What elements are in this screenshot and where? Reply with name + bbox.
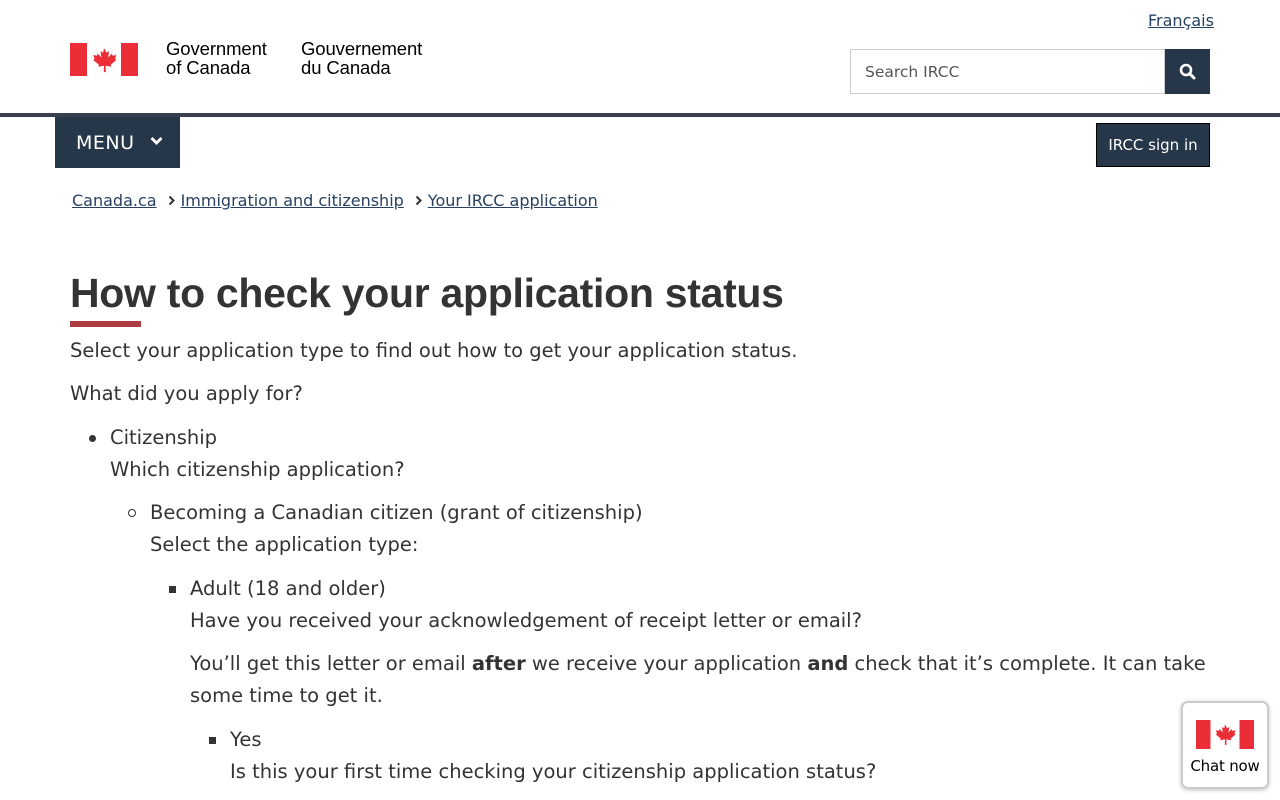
breadcrumb-link-canada-ca[interactable]: Canada.ca [72, 191, 157, 210]
search-button[interactable] [1165, 49, 1210, 94]
application-type-sublist [190, 573, 1220, 783]
language-toggle-link[interactable]: Français [1148, 11, 1214, 30]
search-input[interactable] [851, 50, 1164, 93]
main-content [70, 335, 1220, 783]
question-text: Select the application type: [150, 533, 419, 556]
application-type-list [110, 422, 1220, 783]
canada-flag-icon [1196, 720, 1254, 749]
citizenship-application-list [150, 497, 1220, 783]
option-label: Adult (18 and older) [190, 577, 386, 600]
canada-flag-logo[interactable] [70, 43, 138, 76]
intro-text: Select your application type to find out how to get your application status. [70, 339, 798, 362]
header-divider [0, 113, 1280, 117]
chevron-down-icon [150, 136, 163, 146]
note-part: You’ll get this letter or email [190, 652, 472, 675]
breadcrumb [72, 191, 598, 210]
question-text: Have you received your acknowledgement of receipt letter or email? [190, 609, 862, 632]
menu-button[interactable] [55, 117, 180, 168]
chat-now-button[interactable] [1181, 701, 1269, 789]
option-label: Becoming a Canadian citizen (grant of citizenship) [150, 501, 643, 524]
wordmark-french [301, 40, 422, 77]
search-box [850, 49, 1165, 94]
note-part: check that it’s complete. It can take some time to get it. [190, 652, 1206, 707]
ircc-sign-in-button[interactable]: IRCC sign in [1096, 123, 1210, 167]
chevron-right-icon [415, 191, 422, 210]
note-text [190, 648, 1220, 712]
menu-label: MENU [76, 131, 135, 154]
list-item-grant-of-citizenship [150, 497, 1220, 783]
chevron-right-icon [168, 191, 175, 210]
note-emphasis: after [471, 652, 526, 675]
option-label: Citizenship [110, 426, 218, 449]
wordmark-line: of Canada [166, 56, 251, 78]
wordmark-line: Government [166, 38, 267, 59]
list-item-adult [190, 573, 1220, 783]
wordmark-english [166, 40, 267, 77]
breadcrumb-link-ircc-application[interactable]: Your IRCC application [427, 191, 598, 210]
received-letter-list [230, 724, 1220, 788]
chat-now-label: Chat now [1190, 757, 1260, 775]
wordmark-line: Gouvernement [301, 38, 423, 59]
list-item-yes [230, 724, 1220, 788]
note-part: we receive your application [525, 652, 808, 675]
note-emphasis: and [807, 652, 849, 675]
page-title: How to check your application status [70, 270, 784, 316]
option-label: Yes [230, 728, 262, 751]
search-icon [1179, 63, 1196, 80]
question-text: Is this your first time checking your citizenship application status? [230, 760, 877, 783]
title-underline [70, 321, 141, 327]
breadcrumb-link-immigration[interactable]: Immigration and citizenship [180, 191, 404, 210]
wordmark-line: du Canada [301, 56, 391, 78]
question-text: Which citizenship application? [110, 458, 405, 481]
question-text: What did you apply for? [70, 382, 303, 405]
list-item-citizenship [110, 422, 1220, 783]
